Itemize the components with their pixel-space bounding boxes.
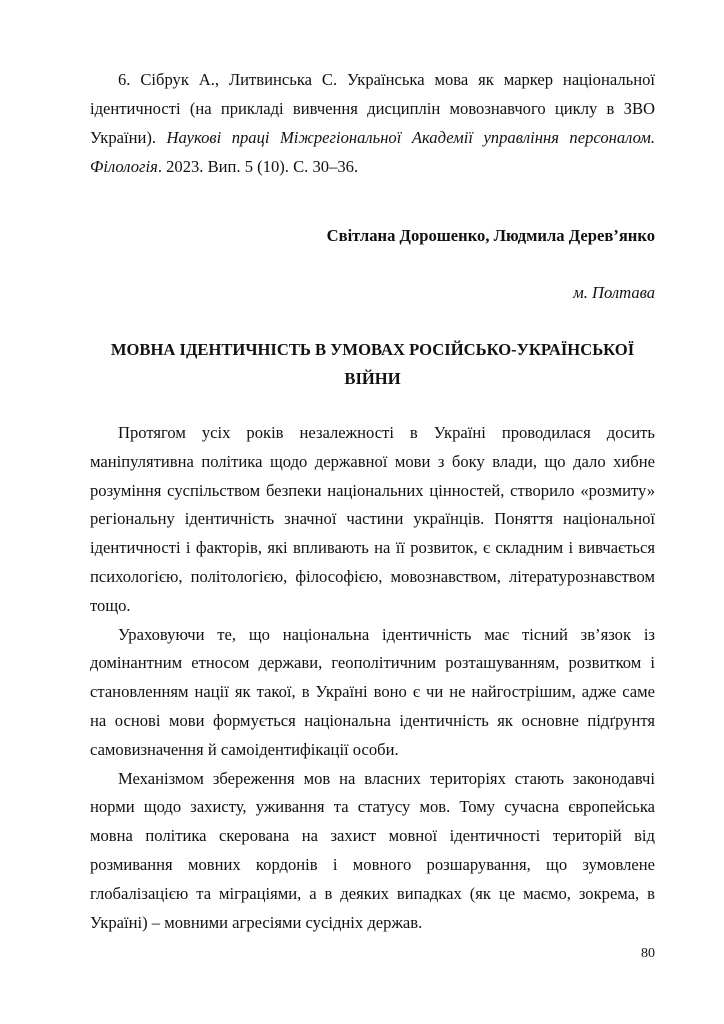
- reference-text: . 2023. Вип. 5 (10). С. 30–36.: [157, 157, 359, 176]
- reference-line: 6. Сібрук А., Литвинська С. Українська мова як маркер національної: [118, 70, 655, 89]
- reference-line: ідентичності (на прикладі вивчення дисциплін мовознавчого циклу в ЗВО: [90, 99, 655, 118]
- paragraph-line: маніпулятивна політика щодо державної мови з боку влади, що дало хибне: [90, 451, 655, 471]
- paragraph-line: на основі мови формується національна ідентичність як основне підґрунтя: [90, 711, 655, 730]
- paragraph-line: ідентичності і факторів, які впливають на її розвиток, є складним і вивчається: [90, 538, 655, 558]
- paragraph-line: становленням нації як такої, в Україні воно є чи не найгострішим, адже саме: [90, 682, 655, 702]
- journal-section: Філологія: [90, 157, 158, 176]
- reference-line: [90, 128, 655, 148]
- article-title: МОВНА ІДЕНТИЧНІСТЬ В УМОВАХ РОСІЙСЬКО-УКРАЇНСЬКОЇ: [110, 340, 635, 359]
- paragraph-line: мовна політика скерована на захист мовної ідентичності територій від: [90, 826, 655, 846]
- paragraph-line: глобалізацією та міграціями, а в деяких випадках (як це маємо, зокрема, в: [90, 883, 655, 903]
- journal-title: Наукові праці Міжрегіональної Академії управління персоналом.: [166, 128, 655, 147]
- authors: Світлана Дорошенко, Людмила Дерев’янко: [326, 226, 655, 245]
- paragraph-line: домінантним етносом держави, геополітичним розташуванням, розвитком і: [90, 653, 655, 673]
- paragraph-line: Механізмом збереження мов на власних територіях стають законодавчі: [118, 768, 655, 788]
- paragraph-line: регіональну ідентичність значної частини українців. Поняття національної: [90, 509, 655, 529]
- article-title: ВІЙНИ: [344, 369, 401, 388]
- paragraph-line: психологією, політологією, філософією, мовознавством, літературознавством: [90, 567, 655, 586]
- page-number: 80: [641, 946, 655, 961]
- paragraph-line: розуміння суспільством безпеки національних цінностей, створило «розмиту»: [90, 480, 655, 500]
- paragraph-line: норми щодо захисту, уживання та статусу мов. Тому сучасна європейська: [90, 797, 655, 817]
- reference-text: України).: [90, 128, 167, 147]
- reference-line: [90, 157, 655, 177]
- paragraph-line: самовизначення й самоідентифікації особи.: [90, 739, 399, 759]
- paragraph-line: Україні) – мовними агресіями сусідніх держав.: [90, 912, 423, 932]
- paragraph-line: Ураховуючи те, що національна ідентичність має тісний зв’язок із: [118, 624, 655, 644]
- paragraph-line: тощо.: [90, 595, 131, 615]
- paragraph-line: Протягом усіх років незалежності в Україні проводилася досить: [118, 423, 655, 442]
- city: м. Полтава: [573, 283, 655, 302]
- paragraph-line: розмивання мовних кордонів і мовного розшарування, що зумовлене: [90, 855, 655, 874]
